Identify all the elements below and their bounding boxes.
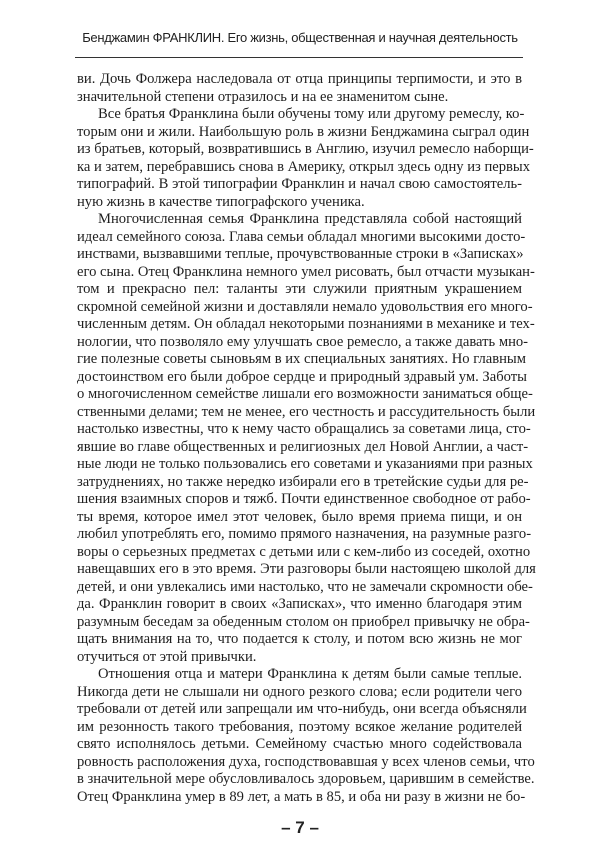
text-line: численным детям. Он обладал некоторыми познаниями в механике и тех- xyxy=(77,316,535,332)
paragraph xyxy=(77,106,534,211)
text-line: инствами, вызвавшими теплые, прочувствованные строки в «Записках» xyxy=(77,246,524,262)
text-line: любил употреблять его, помимо прямого назначения, на разумные разго- xyxy=(77,526,532,542)
text-line: воры о серьезных предметах с детьми или с кем-либо из соседей, охотно xyxy=(77,543,531,560)
header-divider xyxy=(75,57,523,58)
text-line: Все братья Франклина были обучены тому или другому ремеслу, ко- xyxy=(98,106,525,122)
text-line: навещавших его в это время. Эти разговоры были настоящею школой для xyxy=(77,561,536,577)
text-line: явшие во главе общественных и религиозных дел Новой Англии, а част- xyxy=(77,438,529,455)
text-line: нологии, что позволяло ему улучшать свое ремесло, а также давать мно- xyxy=(77,333,529,350)
text-line: настолько известны, что к нему часто обращались за советами лица, сто- xyxy=(77,421,531,437)
text-line: требовали от детей или запрещали им что-нибудь, они всегда объясняли xyxy=(77,701,527,717)
text-line: торым они и жили. Наибольшую роль в жизни Бенджамина сыграл один xyxy=(77,123,530,140)
text-line: ственными делами; тем не менее, его честность и рассудительность были xyxy=(77,403,536,420)
text-line: разумным беседам за обеденным столом он приобрел привычку не обра- xyxy=(77,613,530,630)
text-line: достоинством его были доброе сердце и природный здравый ум. Заботы xyxy=(77,368,527,385)
text-line: Отношения отца и матери Франклина к детям были самые теплые. xyxy=(98,666,522,682)
text-line: о многочисленном семействе лишали его возможности заниматься обще- xyxy=(77,386,533,402)
text-line: идеал семейного союза. Глава семьи обладал многими высокими досто- xyxy=(77,228,526,245)
text-line: им резонность такого требования, поэтому всякое желание родителей xyxy=(77,718,522,735)
text-line: шения взаимных споров и тяжб. Почти единственное свободное от рабо- xyxy=(77,491,531,507)
text-line: детей, и они увлекались ими настолько, что не замечали скромности обе- xyxy=(77,578,533,595)
text-line: Никогда дети не слышали ни одного резкого слова; если родители чего xyxy=(77,683,522,700)
text-line: типографий. В этой типографии Франклин и начал свою самостоятель- xyxy=(77,176,522,192)
paragraph xyxy=(77,211,536,666)
text-line: Отец Франклина умер в 89 лет, а мать в 85, и оба ни разу в жизни не бо- xyxy=(77,788,526,805)
paragraph xyxy=(77,666,535,806)
paragraph xyxy=(77,71,522,106)
text-line: скромной семейной жизни и доставляли немало удовольствия его много- xyxy=(77,298,533,315)
running-header-title: Бенджамин ФРАНКЛИН. Его жизнь, общественная и научная деятельность xyxy=(82,30,518,45)
text-line: Многочисленная семья Франклина представляла собой настоящий xyxy=(98,211,522,227)
text-line: в значительной мере обусловливалось здоровьем, царившим в семействе. xyxy=(77,771,535,787)
text-line: его сына. Отец Франклина немного умел рисовать, был отчасти музыкан- xyxy=(77,263,535,280)
text-line: том и прекрасно пел: таланты эти служили приятным украшением xyxy=(77,281,522,297)
text-line: ка и затем, перебравшись снова в Америку, открыл здесь одну из первых xyxy=(77,158,531,175)
text-line: гие полезные советы сыновьям в их специальных занятиях. Но главным xyxy=(77,351,526,367)
text-line: ные люди не только пользовались его советами и указаниями при разных xyxy=(77,456,533,472)
body-text xyxy=(77,71,536,806)
text-line: ную жизнь в качестве типографского ученика. xyxy=(77,193,365,210)
text-line: ты время, которое имел этот человек, было время приема пищи, и он xyxy=(77,508,522,525)
text-line: ви. Дочь Фолжера наследовала от отца принципы терпимости, и это в xyxy=(77,71,522,87)
text-line: значительной степени отразилось и на ее знаменитом сыне. xyxy=(77,88,449,105)
text-line: да. Франклин говорит в своих «Записках», что именно благодаря этим xyxy=(77,596,522,612)
text-line: отучиться от этой привычки. xyxy=(77,648,257,665)
text-line: из братьев, который, возвратившись в Англию, изучил ремесло наборщи- xyxy=(77,141,534,157)
text-line: свято исполнялось детьми. Семейному счастью много содействовала xyxy=(77,736,522,752)
text-line: щать внимания на то, что подается к столу, и потом всю жизнь не мог xyxy=(77,631,522,647)
text-line: затруднениях, но также нередко избирали его в третейские судьи для ре- xyxy=(77,473,529,490)
page-number: – 7 – xyxy=(281,818,319,837)
text-line: ровность расположения духа, господствовавшая у всех членов семьи, что xyxy=(77,753,535,770)
